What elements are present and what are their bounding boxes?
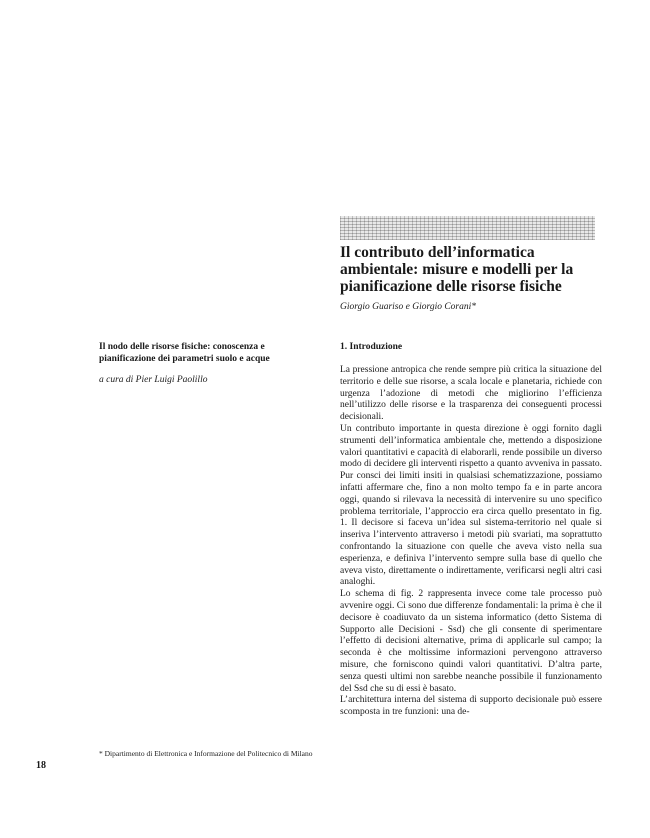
article-title: Il contributo dell’informatica ambientale: misure e modelli per la pianificazione delle risorse fisiche — [340, 244, 574, 295]
page-number: 18 — [36, 760, 46, 771]
footnote: * Dipartimento di Elettronica e Informazione del Politecnico di Milano — [99, 749, 313, 758]
body-paragraph: Lo schema di fig. 2 rappresenta invece come tale processo può avvenire oggi. Ci sono due differenze fondamentali: la prima è che il decisore è coadiuvato da un sistema informatico (detto Sistema di Supporto alle Decisioni - Ssd) che gli consente di sperimentare l’effetto di decisioni alternative, prima di applicarle sul campo; la seconda è che moltissime informazioni pervengono attraverso misure, che forniscono quindi valori quantitativi. D’altra parte, senza questi ultimi non sarebbe neanche possibile il funzionamento del Ssd che su di essi è basato. — [340, 589, 602, 694]
sidebar-title: Il nodo delle risorse fisiche: conoscenza e pianificazione dei parametri suolo e acque — [99, 342, 270, 364]
body-paragraph: Pur consci dei limiti insiti in qualsiasi schematizzazione, possiamo infatti affermare che, fino a non molto tempo fa e in parte ancora oggi, quando si rilevava la necessità di intervenire su uno specifico problema territoriale, l’approccio era circa quello presentato in fig. 1. Il decisore si faceva un’idea sul sistema-territorio nel quale si inseriva l’intervento attraverso i metodi più svariati, ma soprattutto confrontando la situazione con quelle che aveva visto nella sua esperienza, e definiva l’intervento sempre sulla base di quello che aveva visto, direttamente o indirettamente, verificarsi negli altri casi analoghi. — [340, 471, 602, 588]
decorative-pattern-band — [340, 216, 595, 240]
article-body — [340, 365, 602, 719]
article-authors: Giorgio Guariso e Giorgio Corani* — [340, 302, 477, 312]
body-paragraph: L’architettura interna del sistema di supporto decisionale può essere scomposta in tre funzioni: una de- — [340, 695, 602, 718]
section-heading: 1. Introduzione — [340, 342, 403, 352]
body-paragraph: La pressione antropica che rende sempre più critica la situazione del territorio e delle sue risorse, a scala locale e planetaria, richiede con urgenza l’adozione di metodi che migliorino l’efficienza nell’utilizzo delle risorse e la trasparenza dei conseguenti processi decisionali. — [340, 365, 602, 423]
body-paragraph: Un contributo importante in questa direzione è oggi fornito dagli strumenti dell’informatica ambientale che, mettendo a disposizione valori quantitativi e capacità di elaborarli, rende possibile un diverso modo di decidere gli interventi rispetto a quanto avveniva in passato. — [340, 423, 602, 470]
sidebar-curator: a cura di Pier Luigi Paolillo — [99, 375, 208, 385]
